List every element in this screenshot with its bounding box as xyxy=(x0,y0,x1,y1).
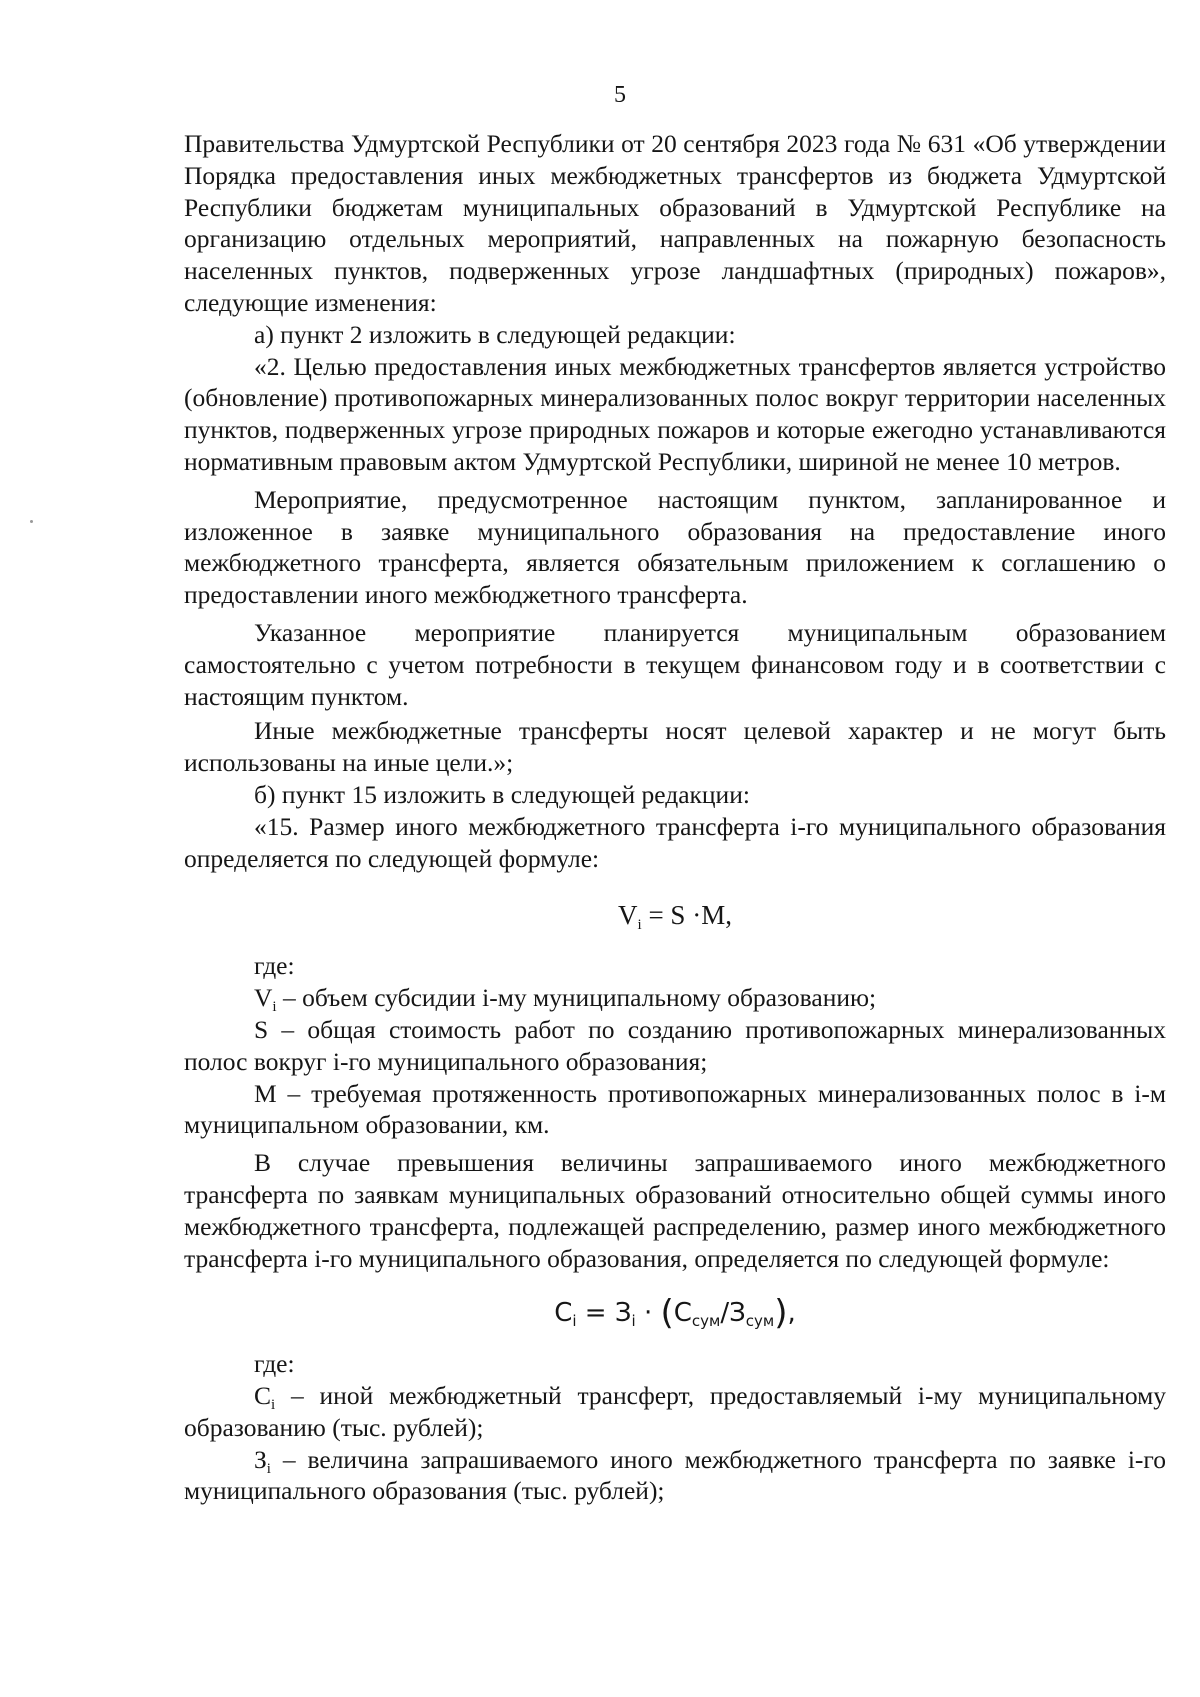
definition-v xyxy=(184,982,1166,1014)
document-body xyxy=(184,128,1166,1507)
symbol: V xyxy=(254,983,273,1013)
formula-denominator-subscript: сум xyxy=(745,1312,775,1331)
where-label: где: xyxy=(254,951,295,981)
formula-lhs-subscript: i xyxy=(572,1312,577,1331)
definition-text: – объем субсидии i-му муниципальному образованию; xyxy=(276,983,877,1013)
formula-volume xyxy=(184,898,1166,932)
formula-numerator: C xyxy=(673,1298,692,1329)
symbol: C xyxy=(254,1381,272,1411)
paragraph-point-2: «2. Целью предоставления иных межбюджетных трансфертов является устройство (обновление) противопожарных минерализованных полос вокруг территории населенных пунктов, подверженных угрозе природных пожаров и которые ежегодно устанавливаются нормативным правовым актом Удмуртской Республики, шириной не менее 10 метров. xyxy=(184,351,1166,476)
symbol-subscript: i xyxy=(272,999,277,1016)
formula-denominator: З xyxy=(729,1298,746,1329)
paragraph-planning: Указанное мероприятие планируется муниципальным образованием самостоятельно с учетом потребности в текущем финансовом году и в соответствии с настоящим пунктом. xyxy=(184,617,1166,711)
definition-text: – иной межбюджетный трансферт, предоставляемый i-му муниципальному образованию (тыс. рублей); xyxy=(184,1381,1166,1442)
definition-text: – требуемая протяженность противопожарных минерализованных полос в i-м муниципальном образовании, км. xyxy=(184,1078,1166,1140)
formula-rhs: = S ·M, xyxy=(648,900,732,931)
symbol-subscript: i xyxy=(271,1397,276,1414)
symbol: M xyxy=(254,1078,277,1108)
definition-text: – общая стоимость работ по созданию противопожарных минерализованных полос вокруг i-го муниципального образования; xyxy=(184,1014,1166,1076)
paragraph-point-15: «15. Размер иного межбюджетного трансферта i-го муниципального образования определяется по следующей формуле: xyxy=(184,811,1166,873)
definition-c xyxy=(184,1380,1166,1444)
definition-text: – величина запрашиваемого иного межбюджетного трансферта по заявке i-го муниципального образования (тыс. рублей); xyxy=(184,1444,1166,1506)
scan-speck xyxy=(30,520,33,523)
formula-numerator-subscript: сум xyxy=(691,1312,721,1331)
paragraph-intro: Правительства Удмуртской Республики от 20 сентября 2023 года № 631 «Об утверждении Порядка предоставления иных межбюджетных трансфертов из бюджета Удмуртской Республики бюджетам муниципальных образований в Удмуртской Республике на организацию отдельных мероприятий, направленных на пожарную безопасность населенных пунктов, подверженных угрозе ландшафтных (природных) пожаров», следующие изменения: xyxy=(184,129,1166,317)
formula-tail: , xyxy=(787,1298,796,1329)
symbol: S xyxy=(254,1014,269,1044)
formula-open-paren: ( xyxy=(660,1293,674,1334)
paragraph-item-a: а) пункт 2 изложить в следующей редакции: xyxy=(254,319,736,349)
symbol-subscript: i xyxy=(266,1460,271,1477)
paragraph-excess: В случае превышения величины запрашиваемого иного межбюджетного трансферта по заявкам муниципальных образований относительно общей суммы иного межбюджетного трансферта, подлежащей распределению, размер иного межбюджетного трансферта i-го муниципального образования, определяется по следующей формуле: xyxy=(184,1148,1166,1273)
formula-lhs: C xyxy=(554,1298,573,1329)
symbol: З xyxy=(254,1444,267,1474)
definition-z xyxy=(184,1444,1166,1508)
formula-lhs-subscript: i xyxy=(637,917,642,934)
formula-eq-subscript: i xyxy=(631,1312,636,1331)
where-label: где: xyxy=(254,1349,295,1379)
paragraph-item-b: б) пункт 15 изложить в следующей редакции: xyxy=(254,779,750,809)
formula-close-paren: ) xyxy=(774,1293,788,1334)
formula-slash: / xyxy=(720,1298,730,1329)
formula-transfer xyxy=(184,1293,1166,1334)
formula-eq: = З xyxy=(576,1298,632,1329)
page-number: 5 xyxy=(614,82,626,108)
paragraph-purpose: Иные межбюджетные трансферты носят целевой характер и не могут быть использованы на иные цели.»; xyxy=(184,716,1166,778)
formula-lhs: V xyxy=(618,900,638,931)
paragraph-event: Мероприятие, предусмотренное настоящим пунктом, запланированное и изложенное в заявке муниципального образования на предоставление иного межбюджетного трансферта, является обязательным приложением к соглашению о предоставлении иного межбюджетного трансферта. xyxy=(184,484,1166,610)
definition-s xyxy=(184,1014,1166,1078)
definition-m xyxy=(184,1078,1166,1142)
formula-dot: · xyxy=(635,1298,661,1329)
